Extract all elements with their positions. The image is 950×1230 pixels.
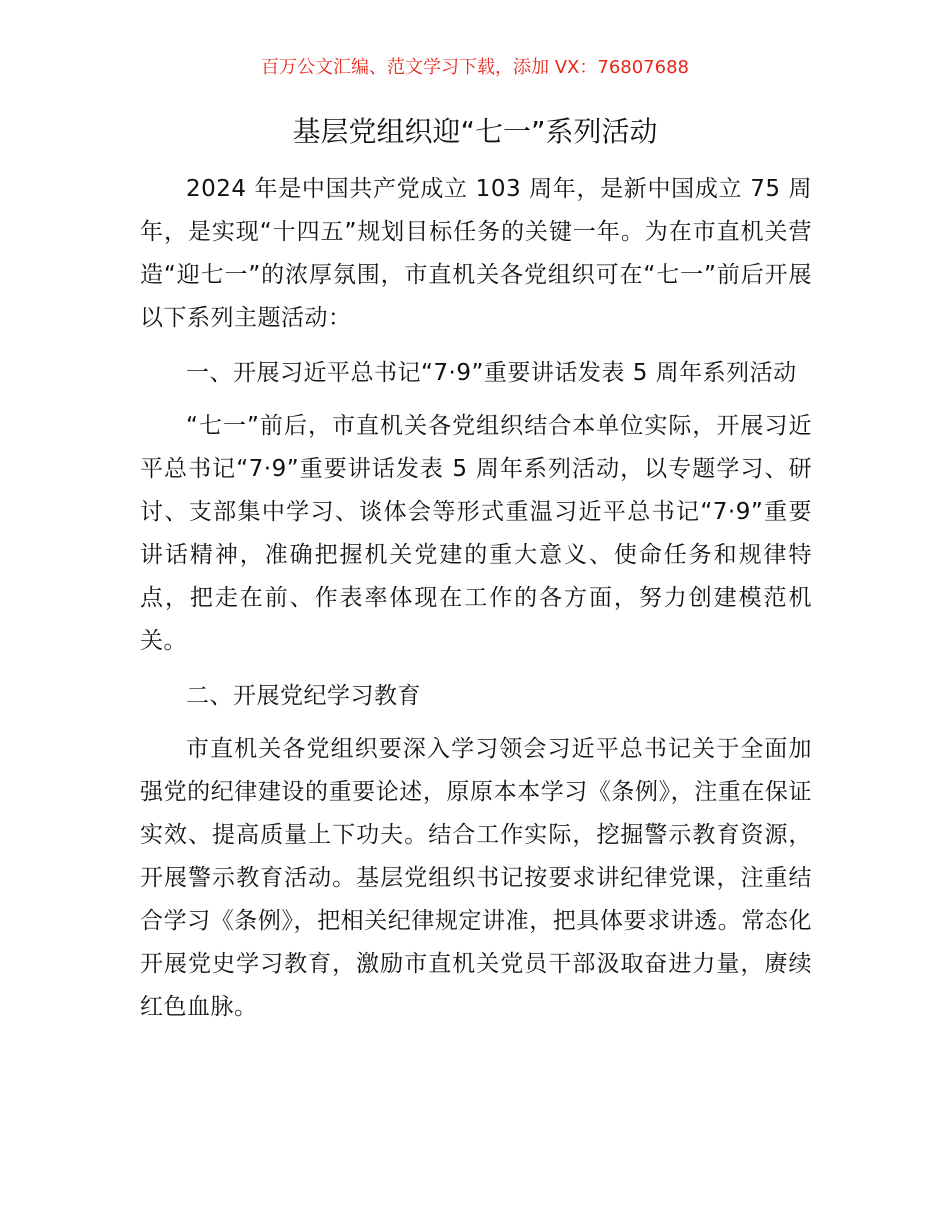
section-1-heading: 一、开展习近平总书记“7·9”重要讲话发表 5 周年系列活动	[186, 360, 797, 386]
section-2-heading: 二、开展党纪学习教育	[186, 683, 421, 709]
promo-banner: 百万公文汇编、范文学习下载，添加 VX：76807688	[261, 57, 689, 78]
document-body	[140, 168, 812, 1041]
intro-paragraph: 2024 年是中国共产党成立 103 周年，是新中国成立 75 周年，是实现“十四五”规划目标任务的关键一年。为在市直机关营造“迎七一”的浓厚氛围，市直机关各党组织可在“七一”前后开展以下系列主题活动：	[140, 176, 812, 331]
section-1-paragraph: “七一”前后，市直机关各党组织结合本单位实际，开展习近平总书记“7·9”重要讲话发表 5 周年系列活动，以专题学习、研讨、支部集中学习、谈体会等形式重温习近平总书记“7·9”重要讲话精神，准确把握机关党建的重大意义、使命任务和规律特点，把走在前、作表率体现在工作的各方面，努力创建模范机关。	[140, 413, 812, 654]
document-title: 基层党组织迎“七一”系列活动	[292, 115, 658, 148]
section-2-paragraph: 市直机关各党组织要深入学习领会习近平总书记关于全面加强党的纪律建设的重要论述，原原本本学习《条例》，注重在保证实效、提高质量上下功夫。结合工作实际，挖掘警示教育资源，开展警示教育活动。基层党组织书记按要求讲纪律党课，注重结合学习《条例》，把相关纪律规定讲准，把具体要求讲透。常态化开展党史学习教育，激励市直机关党员干部汲取奋进力量，赓续红色血脉。	[140, 736, 812, 1020]
